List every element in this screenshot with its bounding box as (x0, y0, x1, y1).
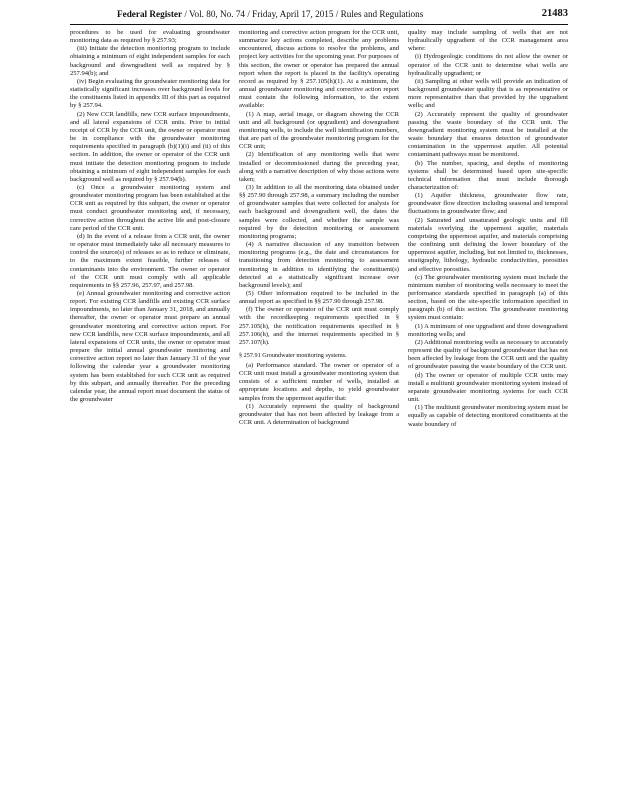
paragraph: (2) Additional monitoring wells as necessary to accurately represent the quality of background groundwater that has not been affected by leakage from the CCR unit and the quality of groundwater passing the waste boundary of the CCR unit. (408, 338, 568, 371)
paragraph: (ii) Sampling at other wells will provide an indication of background groundwater quality that is as representative or more representative than that provided by the upgradient wells; and (408, 77, 568, 110)
running-head (117, 6, 423, 22)
paragraph: (4) A narrative discussion of any transition between monitoring programs (e.g., the date and circumstances for transitioning from detection monitoring to assessment monitoring in addition to identifying the constituent(s) detected at a statistically significant increase over background levels); and (239, 241, 399, 289)
paragraph: (c) Once a groundwater monitoring system and groundwater monitoring program has been established at the CCR unit as required by this subpart, the owner or operator must conduct groundwater monitoring and, if necessary, corrective action throughout the active life and post-closure care period of the CCR unit. (70, 183, 230, 232)
paragraph: (1) Accurately represent the quality of background groundwater that has not been affected by leakage from a CCR unit. A determination of background (239, 402, 399, 426)
section-heading: § 257.91 Groundwater monitoring systems. (239, 352, 347, 360)
column-1 (70, 29, 230, 793)
column-2 (239, 29, 399, 793)
paragraph: (1) A map, aerial image, or diagram showing the CCR unit and all background (or upgradient) and downgradient monitoring wells, to include the well identification numbers, that are part of the groundwater monitoring program for the CCR unit; (239, 110, 399, 151)
issue-info: / Vol. 80, No. 74 / Friday, April 17, 2015 / Rules and Regulations (182, 9, 424, 19)
paragraph: (b) The number, spacing, and depths of monitoring systems shall be determined based upon site-specific technical information that must include thorough characterization of: (408, 159, 568, 191)
paragraph: (1) The multiunit groundwater monitoring system must be equally as capable of detecting monitored constituents at the waste boundary of (408, 404, 568, 428)
paragraph: (1) Aquifer thickness, groundwater flow rate, groundwater flow direction including seasonal and temporal fluctuations in groundwater flow; and (408, 192, 568, 216)
paragraph: (2) New CCR landfills, new CCR surface impoundments, and all lateral expansions of CCR units. Prior to initial receipt of CCR by the CCR unit, the owner or operator must be in compliance with the groundwater monitoring requirements specified in paragraph (b)(1)(i) and (ii) of this section. In addition, the owner or operator of the CCR unit must initiate the detection monitoring program to include obtaining a minimum of eight independent samples for each background well as required by § 257.94(b). (70, 110, 230, 183)
paragraph: (e) Annual groundwater monitoring and corrective action report. For existing CCR landfills and existing CCR surface impoundments, no later than January 31, 2018, and annually thereafter, the owner or operator must prepare an annual groundwater monitoring and corrective action report. For new CCR landfills, new CCR surface impoundments, and all lateral expansions of CCR units, the owner or operator must prepare the initial annual groundwater monitoring and corrective action report no later than January 31 of the year following the calendar year a groundwater monitoring system has been established for such CCR unit as required by this subpart, and annually thereafter. For the preceding calendar year, the annual report must document the status of the groundwater (70, 290, 230, 404)
paragraph: (3) In addition to all the monitoring data obtained under §§ 257.90 through 257.98, a summary including the number of groundwater samples that were collected for analysis for each background and downgradient well, the dates the samples were collected, and whether the sample was required by the detection monitoring or assessment monitoring programs; (239, 183, 399, 240)
paragraph: (1) A minimum of one upgradient and three downgradient monitoring wells; and (408, 322, 568, 338)
paragraph: quality may include sampling of wells that are not hydraulically upgradient of the CCR management area where: (408, 29, 568, 53)
paragraph: (i) Hydrogeologic conditions do not allow the owner or operator of the CCR unit to determine what wells are hydraulically upgradient; or (408, 53, 568, 77)
paragraph: (2) Identification of any monitoring wells that were installed or decommissioned during the preceding year, along with a narrative description of why those actions were taken; (239, 151, 399, 183)
paragraph: procedures to be used for evaluating groundwater monitoring data as required by § 257.93; (70, 29, 230, 45)
page-header (70, 6, 568, 22)
paragraph: monitoring and corrective action program for the CCR unit, summarize key actions completed, describe any problems encountered, discuss actions to resolve the problems, and project key activities for the upcoming year. For purposes of this section, the owner or operator has prepared the annual report when the report is placed in the facility's operating record as required by § 257.105(h)(1). At a minimum, the annual groundwater monitoring and corrective action report must contain the following information, to the extent available: (239, 29, 399, 110)
paragraph: (a) Performance standard. The owner or operator of a CCR unit must install a groundwater monitoring system that consists of a sufficient number of wells, installed at appropriate locations and depths, to yield groundwater samples from the uppermost aquifer that: (239, 361, 399, 402)
text-columns (70, 29, 568, 793)
paragraph: (d) In the event of a release from a CCR unit, the owner or operator must immediately take all necessary measures to control the source(s) of releases so as to reduce or eliminate, to the maximum extent feasible, further releases of contaminants into the environment. The owner or operator of the CCR unit must comply with all applicable requirements in §§ 257.96, 257.97, and 257.98. (70, 232, 230, 289)
paragraph: (2) Accurately represent the quality of groundwater passing the waste boundary of the CCR unit. The downgradient monitoring system must be installed at the waste boundary that ensures detection of groundwater contamination in the uppermost aquifer. All potential contaminant pathways must be monitored. (408, 110, 568, 159)
page-number: 21483 (541, 8, 568, 19)
paragraph: (f) The owner or operator of the CCR unit must comply with the recordkeeping requirements specified in § 257.105(h), the notification requirements specified in § 257.106(h), and the internet requirements specified in § 257.107(h). (239, 306, 399, 346)
column-3 (408, 29, 568, 793)
paragraph: (2) Saturated and unsaturated geologic units and fill materials overlying the uppermost aquifer, materials comprising the uppermost aquifer, and materials comprising the confining unit defining the lower boundary of the uppermost aquifer, including, but not limited to, thicknesses, stratigraphy, lithology, hydraulic conductivities, porosities and effective porosities. (408, 216, 568, 273)
paragraph: (d) The owner or operator of multiple CCR units may install a multiunit groundwater monitoring system instead of separate groundwater monitoring systems for each CCR unit. (408, 371, 568, 404)
paragraph: (5) Other information required to be included in the annual report as specified in §§ 257.90 through 257.98. (239, 290, 399, 306)
paragraph: (iv) Begin evaluating the groundwater monitoring data for statistically significant increases over background levels for the constituents listed in appendix III of this part as required by § 257.94. (70, 77, 230, 110)
journal-name: Federal Register (117, 9, 183, 19)
header-rule (70, 24, 568, 25)
paragraph: (c) The groundwater monitoring system must include the minimum number of monitoring wells necessary to meet the performance standards specified in paragraph (a) of this section, based on the site-specific information specified in paragraph (b) of this section. The groundwater monitoring system must contain: (408, 273, 568, 322)
paragraph: (iii) Initiate the detection monitoring program to include obtaining a minimum of eight independent samples for each background and downgradient well as required by § 257.94(b); and (70, 45, 230, 77)
